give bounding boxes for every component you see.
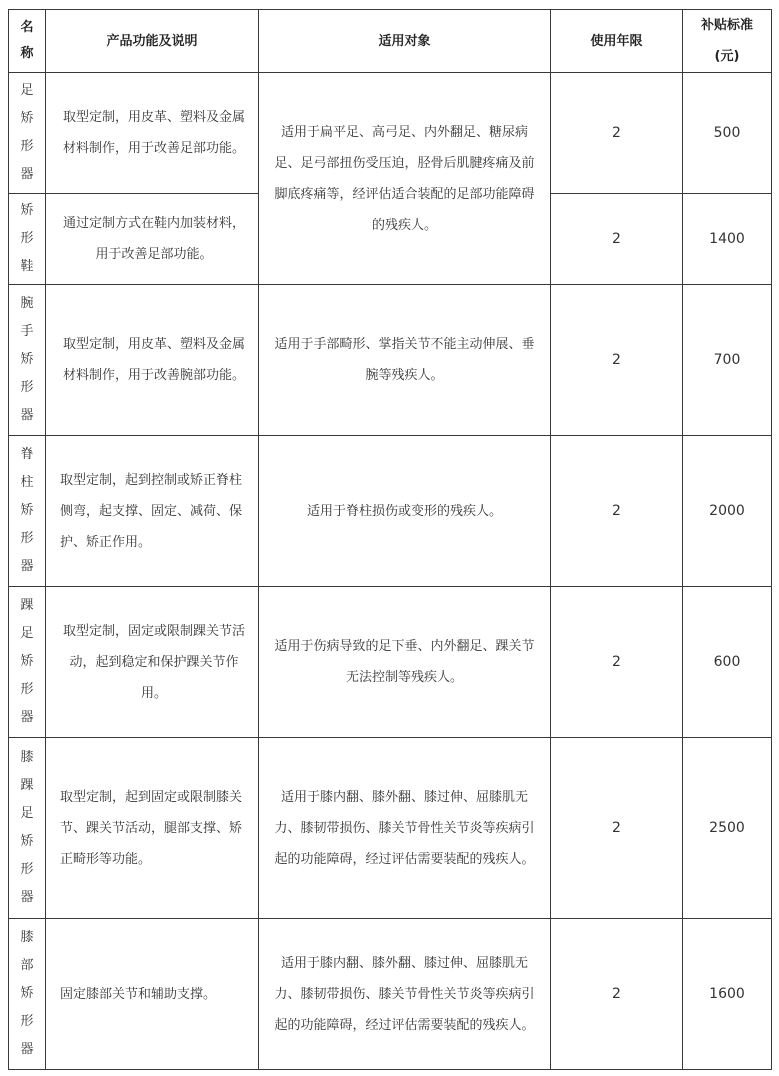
product-name-cell: 膝部矫形器 (9, 919, 46, 1070)
subsidy-cell: 1600 (683, 919, 772, 1070)
target-cell: 适用于伤病导致的足下垂、内外翻足、踝关节无法控制等残疾人。 (259, 587, 551, 738)
table-row (9, 919, 772, 1070)
description-cell: 通过定制方式在鞋内加装材料，用于改善足部功能。 (46, 194, 259, 285)
years-cell: 2 (551, 194, 683, 285)
target-cell: 适用于膝内翻、膝外翻、膝过伸、屈膝肌无力、膝韧带损伤、膝关节骨性关节炎等疾病引起的功能障碍，经过评估需要装配的残疾人。 (259, 919, 551, 1070)
years-cell: 2 (551, 919, 683, 1070)
subsidy-cell: 500 (683, 73, 772, 194)
years-cell: 2 (551, 436, 683, 587)
subsidy-table (8, 9, 772, 1070)
header-target: 适用对象 (259, 10, 551, 73)
description-cell: 固定膝部关节和辅助支撑。 (46, 919, 259, 1070)
product-name-cell: 膝踝足矫形器 (9, 738, 46, 919)
product-name-cell: 脊柱矫形器 (9, 436, 46, 587)
product-name-cell: 矫形鞋 (9, 194, 46, 285)
years-cell: 2 (551, 73, 683, 194)
target-cell: 适用于膝内翻、膝外翻、膝过伸、屈膝肌无力、膝韧带损伤、膝关节骨性关节炎等疾病引起的功能障碍，经过评估需要装配的残疾人。 (259, 738, 551, 919)
description-cell: 取型定制，固定或限制踝关节活动，起到稳定和保护踝关节作用。 (46, 587, 259, 738)
target-cell: 适用于手部畸形、掌指关节不能主动伸展、垂腕等残疾人。 (259, 285, 551, 436)
product-name-cell: 腕手矫形器 (9, 285, 46, 436)
header-description: 产品功能及说明 (46, 10, 259, 73)
years-cell: 2 (551, 285, 683, 436)
header-years: 使用年限 (551, 10, 683, 73)
product-name-cell: 足矫形器 (9, 73, 46, 194)
table-row (9, 738, 772, 919)
header-subsidy-line1: 补贴标准 (700, 18, 753, 33)
description-cell: 取型定制，用皮革、塑料及金属材料制作，用于改善腕部功能。 (46, 285, 259, 436)
description-cell: 取型定制，起到固定或限制膝关节、踝关节活动，腿部支撑、矫正畸形等功能。 (46, 738, 259, 919)
header-subsidy-line2: (元) (714, 49, 740, 64)
years-cell: 2 (551, 738, 683, 919)
subsidy-cell: 2500 (683, 738, 772, 919)
subsidy-cell: 600 (683, 587, 772, 738)
subsidy-cell: 1400 (683, 194, 772, 285)
product-name-cell: 踝足矫形器 (9, 587, 46, 738)
target-cell: 适用于扁平足、高弓足、内外翻足、糖尿病足、足弓部扭伤受压迫，胫骨后肌腱疼痛及前脚底疼痛等，经评估适合装配的足部功能障碍的残疾人。 (259, 73, 551, 285)
table-row (9, 73, 772, 194)
header-subsidy (683, 10, 772, 73)
table-row (9, 285, 772, 436)
table-row (9, 436, 772, 587)
subsidy-cell: 2000 (683, 436, 772, 587)
description-cell: 取型定制，用皮革、塑料及金属材料制作，用于改善足部功能。 (46, 73, 259, 194)
table-header-row (9, 10, 772, 73)
header-name: 名称 (9, 10, 46, 73)
subsidy-cell: 700 (683, 285, 772, 436)
table-row (9, 587, 772, 738)
description-cell: 取型定制，起到控制或矫正脊柱侧弯，起支撑、固定、减荷、保护、矫正作用。 (46, 436, 259, 587)
years-cell: 2 (551, 587, 683, 738)
target-cell: 适用于脊柱损伤或变形的残疾人。 (259, 436, 551, 587)
